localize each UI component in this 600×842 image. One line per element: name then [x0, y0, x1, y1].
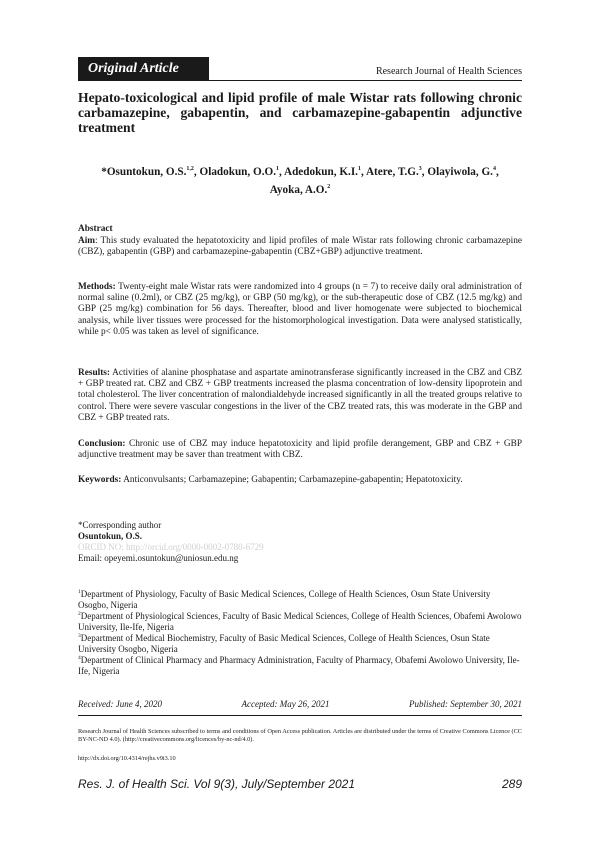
correspondence-block	[78, 520, 264, 564]
affiliation: $^1$Department of Physiology, Faculty of Basic Medical Sciences, College of Health Sciences, Osun State University Osogbo, Nigeria	[78, 589, 491, 610]
correspondence-email: Email: opeyemi.osuntokun@uniosun.edu.ng	[78, 553, 239, 563]
abstract-conclusion: Conclusion: Chronic use of CBZ may induce hepatotoxicity and lipid profile derangement, GBP and CBZ + GBP adjunctive treatment may be saver than treatment with CBZ.	[78, 439, 522, 461]
footer-citation: Res. J. of Health Sci. Vol 9(3), July/September 2021	[78, 777, 356, 791]
dates-rule	[78, 715, 522, 716]
page-footer	[78, 777, 522, 791]
doi-link[interactable]: http://dx.doi.org/10.4314/rejhs.v9i3.10	[78, 755, 176, 762]
author: Adedokun, K.I.$^1$,	[283, 166, 366, 178]
page-number: 289	[501, 777, 522, 791]
accepted-date: Accepted: May 26, 2021	[241, 699, 330, 709]
abstract-results: Results: Activities of alanine phosphatase and aspartate aminotransferase significantly increased in the CBZ and CBZ + GBP treated rat. CBZ and CBZ + GBP treatments increased the plasma concentration of low-density lipoprotein and total cholesterol. The liver concentration of malondialdehyde increased significantly in all the treated groups relative to control. There were severe vascular congestions in the liver of the CBZ treated rats, this was moderate in the GBP and CBZ + GBP treated rats.	[78, 368, 522, 423]
orcid-link[interactable]: ORCID NO: http://orcid.org/0000-0002-0780-6729	[78, 542, 264, 552]
article-type-badge: Original Article	[78, 57, 209, 81]
abstract-methods: Methods: Twenty-eight male Wistar rats were randomized into 4 groups (n = 7) to receive daily oral administration of normal saline (0.2ml), or CBZ (25 mg/kg), or GBP (50 mg/kg), or the sub-therapeutic dose of CBZ (12.5 mg/kg) and GBP (25 mg/kg) combination for 56 days. Thereafter, blood and liver homogenate were subjected to biochemical analysis, while liver tissues were processed for the histomorphological investigation. Data were analysed statistically, while p< 0.05 was taken as level of significance.	[78, 282, 522, 337]
affiliation: $^2$Department of Physiological Sciences, Faculty of Basic Medical Sciences, College of Health Sciences, Obafemi Awolowo University, Ile-Ife, Nigeria	[78, 611, 522, 632]
author: Oladokun, O.O.$^1$,	[199, 166, 284, 178]
affiliation: $^3$Department of Medical Biochemistry, Faculty of Basic Medical Sciences, College of Health Sciences, Osun State University Osogbo, Nigeria	[78, 633, 490, 654]
received-date: Received: June 4, 2020	[78, 699, 162, 709]
abstract-aim: Aim: This study evaluated the hepatotoxicity and lipid profiles of male Wistar rats following chronic carbamazepine (CBZ), gabapentin (GBP) and carbamazepine-gabapentin (CBZ+GBP) adjunctive treatment.	[78, 236, 522, 258]
affiliation: $^4$Department of Clinical Pharmacy and Pharmacy Administration, Faculty of Pharmacy, Obafemi Awolowo University, Ile-Ife, Nigeria	[78, 655, 520, 676]
correspondence-name: Osuntokun, O.S.	[78, 531, 143, 541]
author: Ayoka, A.O.$^2$	[269, 184, 331, 196]
article-title: Hepato-toxicological and lipid profile of male Wistar rats following chronic carbamazepine, gabapentin, and carbamazepine-gabapentin adjunctive treatment	[78, 90, 522, 135]
abstract-heading: Abstract	[78, 224, 113, 234]
author: Atere, T.G.$^3$,	[365, 166, 428, 178]
abstract-keywords: Keywords: Anticonvulsants; Carbamazepine; Gabapentin; Carbamazepine-gabapentin; Hepatotoxicity.	[78, 475, 463, 485]
author-list	[78, 162, 522, 198]
correspondence-label: *Corresponding author	[78, 520, 162, 530]
published-date: Published: September 30, 2021	[409, 699, 522, 709]
header-rule	[209, 80, 522, 81]
journal-name: Research Journal of Health Sciences	[375, 66, 522, 77]
license-notice: Research Journal of Health Sciences subscribed to terms and conditions of Open Access publication. Articles are distributed under the terms of Creative Commons Licence (CC BY-NC-ND 4.0). (http://creativecommons.org/licences/by-nc-nd/4.0).	[78, 728, 522, 744]
author: Olayiwola, G.$^4$,	[427, 166, 499, 178]
author: *Osuntokun, O.S.$^{1,2}$,	[101, 166, 200, 178]
publication-dates	[78, 699, 522, 709]
